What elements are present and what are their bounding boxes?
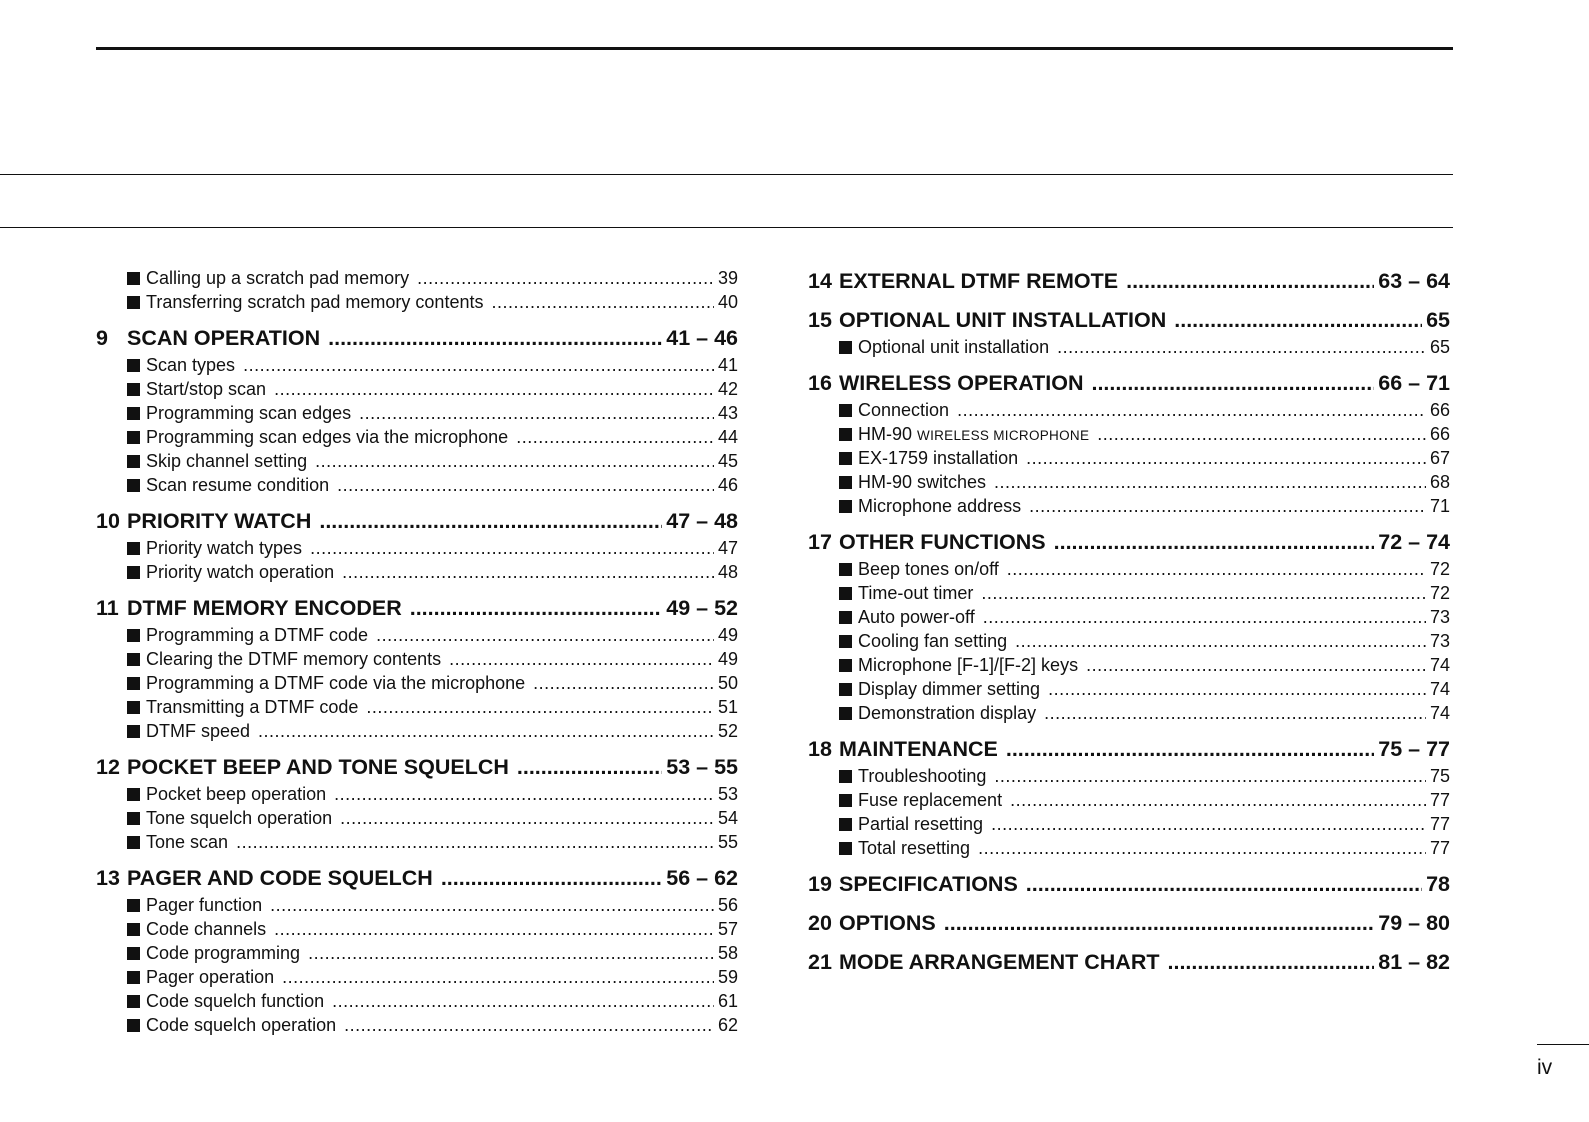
toc-item[interactable]: [96, 806, 738, 830]
square-bullet-icon: [839, 707, 852, 720]
section-number: 19: [808, 872, 832, 896]
toc-item-label: Transferring scratch pad memory contents: [146, 292, 484, 312]
section-pages: 53 – 55: [666, 755, 738, 779]
toc-item-label: Programming scan edges: [146, 403, 352, 423]
toc-item[interactable]: [808, 446, 1450, 470]
square-bullet-icon: [127, 359, 140, 372]
square-bullet-icon: [127, 677, 140, 690]
toc-item-label: DTMF speed: [146, 721, 251, 741]
toc-item[interactable]: [808, 836, 1450, 860]
toc-item-label: HM-90 switches: [858, 472, 987, 492]
section-title: WIRELESS OPERATION: [839, 371, 1084, 395]
square-bullet-icon: [839, 659, 852, 672]
toc-item[interactable]: [96, 266, 738, 290]
header-rule-upper: [0, 174, 1453, 175]
square-bullet-icon: [839, 683, 852, 696]
toc-item[interactable]: [808, 557, 1450, 581]
toc-item-page: 39: [717, 268, 738, 288]
section-number: 17: [808, 530, 832, 554]
section-pages: 56 – 62: [666, 866, 738, 890]
toc-item-label: EX-1759 installation: [858, 448, 1019, 468]
square-bullet-icon: [839, 587, 852, 600]
toc-item[interactable]: [96, 695, 738, 719]
section-pages: 66 – 71: [1378, 371, 1450, 395]
square-bullet-icon: [127, 725, 140, 738]
toc-item-label: Beep tones on/off: [858, 559, 999, 579]
square-bullet-icon: [127, 407, 140, 420]
toc-item-page: 75: [1429, 766, 1450, 786]
section-title: DTMF MEMORY ENCODER: [127, 596, 402, 620]
toc-item-page: 72: [1429, 559, 1450, 579]
section-pages: 75 – 77: [1378, 737, 1450, 761]
toc-item-label: Pager operation: [146, 967, 275, 987]
section-pages: 79 – 80: [1378, 911, 1450, 935]
square-bullet-icon: [127, 947, 140, 960]
square-bullet-icon: [127, 971, 140, 984]
toc-item-page: 45: [717, 451, 738, 471]
toc-item-label: Calling up a scratch pad memory: [146, 268, 410, 288]
toc-item-page: 74: [1429, 679, 1450, 699]
toc-item-label: Scan types: [146, 355, 236, 375]
toc-item[interactable]: [96, 782, 738, 806]
toc-item[interactable]: [808, 653, 1450, 677]
toc-item-label: Cooling fan setting: [858, 631, 1008, 651]
toc-item-page: 51: [717, 697, 738, 717]
section-title: OPTIONS: [839, 911, 936, 935]
toc-item[interactable]: [808, 605, 1450, 629]
toc-section-16[interactable]: [808, 368, 1450, 398]
square-bullet-icon: [839, 611, 852, 624]
toc-item[interactable]: [96, 989, 738, 1013]
toc-item[interactable]: [808, 788, 1450, 812]
toc-item-page: 73: [1429, 631, 1450, 651]
square-bullet-icon: [839, 818, 852, 831]
section-pages: 72 – 74: [1378, 530, 1450, 554]
toc-item-page: 46: [717, 475, 738, 495]
toc-item[interactable]: [96, 647, 738, 671]
toc-item-page: 68: [1429, 472, 1450, 492]
square-bullet-icon: [127, 383, 140, 396]
toc-item[interactable]: [96, 830, 738, 854]
toc-item-page: 50: [717, 673, 738, 693]
toc-item-page: 61: [717, 991, 738, 1011]
toc-item-page: 56: [717, 895, 738, 915]
toc-item[interactable]: [808, 422, 1450, 446]
section-title: OPTIONAL UNIT INSTALLATION: [839, 308, 1167, 332]
section-number: 16: [808, 371, 832, 395]
square-bullet-icon: [839, 563, 852, 576]
square-bullet-icon: [127, 455, 140, 468]
square-bullet-icon: [839, 428, 852, 441]
toc-item[interactable]: [96, 353, 738, 377]
square-bullet-icon: [839, 794, 852, 807]
toc-item-page: 77: [1429, 790, 1450, 810]
section-pages: 47 – 48: [666, 509, 738, 533]
square-bullet-icon: [127, 812, 140, 825]
square-bullet-icon: [839, 500, 852, 513]
toc-item[interactable]: [808, 812, 1450, 836]
section-number: 20: [808, 911, 832, 935]
toc-item-label: Tone scan: [146, 832, 229, 852]
section-title: EXTERNAL DTMF REMOTE: [839, 269, 1119, 293]
square-bullet-icon: [127, 836, 140, 849]
square-bullet-icon: [127, 431, 140, 444]
toc-section-9[interactable]: [96, 323, 738, 353]
section-number: 18: [808, 737, 832, 761]
toc-item-label: Pager function: [146, 895, 263, 915]
section-number: 12: [96, 755, 120, 779]
toc-item-page: 43: [717, 403, 738, 423]
toc-item-page: 74: [1429, 703, 1450, 723]
toc-item-label: Troubleshooting: [858, 766, 987, 786]
toc-item-page: 40: [717, 292, 738, 312]
square-bullet-icon: [127, 701, 140, 714]
square-bullet-icon: [127, 923, 140, 936]
toc-item[interactable]: [96, 290, 738, 314]
toc-item[interactable]: [808, 581, 1450, 605]
square-bullet-icon: [839, 635, 852, 648]
square-bullet-icon: [839, 770, 852, 783]
section-pages: 65: [1426, 308, 1450, 332]
toc-item-page: 77: [1429, 838, 1450, 858]
toc-item-label: Pocket beep operation: [146, 784, 327, 804]
square-bullet-icon: [127, 566, 140, 579]
toc-item-label: Programming a DTMF code: [146, 625, 369, 645]
toc-item[interactable]: [96, 377, 738, 401]
toc-item-label: Time-out timer: [858, 583, 974, 603]
section-number: 13: [96, 866, 120, 890]
toc-item-label: Fuse replacement: [858, 790, 1003, 810]
square-bullet-icon: [127, 629, 140, 642]
section-pages: 81 – 82: [1378, 950, 1450, 974]
section-title: PAGER AND CODE SQUELCH: [127, 866, 433, 890]
toc-item-page: 44: [717, 427, 738, 447]
toc-item-label: Skip channel setting: [146, 451, 308, 471]
toc-item[interactable]: [96, 473, 738, 497]
toc-item-label: Programming scan edges via the microphone: [146, 427, 509, 447]
toc-item-page: 48: [717, 562, 738, 582]
toc-item-page: 71: [1429, 496, 1450, 516]
toc-section-13[interactable]: [96, 863, 738, 893]
toc-item-page: 52: [717, 721, 738, 741]
toc-item-label: Priority watch operation: [146, 562, 335, 582]
toc-item-label: Clearing the DTMF memory contents: [146, 649, 442, 669]
section-title: SCAN OPERATION: [127, 326, 321, 350]
section-number: 9: [96, 326, 108, 350]
toc-item[interactable]: [96, 1013, 738, 1037]
toc-section-14[interactable]: [808, 266, 1450, 296]
toc-right-column: [808, 266, 1450, 977]
square-bullet-icon: [839, 476, 852, 489]
section-number: 21: [808, 950, 832, 974]
toc-item[interactable]: [96, 560, 738, 584]
toc-item[interactable]: [96, 536, 738, 560]
header-rule-lower: [0, 227, 1453, 228]
square-bullet-icon: [127, 653, 140, 666]
toc-item-label: Tone squelch operation: [146, 808, 333, 828]
section-title: POCKET BEEP AND TONE SQUELCH: [127, 755, 509, 779]
toc-item-page: 66: [1429, 400, 1450, 420]
toc-item-page: 67: [1429, 448, 1450, 468]
toc-item[interactable]: [808, 677, 1450, 701]
section-number: 14: [808, 269, 832, 293]
toc-section-12[interactable]: [96, 752, 738, 782]
square-bullet-icon: [839, 404, 852, 417]
toc-item-label: Transmitting a DTMF code: [146, 697, 359, 717]
toc-section-11[interactable]: [96, 593, 738, 623]
toc-item-label: Auto power-off: [858, 607, 975, 627]
toc-item-label: Priority watch types: [146, 538, 303, 558]
section-number: 11: [96, 596, 119, 620]
toc-item-label: Programming a DTMF code via the microphone: [146, 673, 526, 693]
toc-item-page: 59: [717, 967, 738, 987]
toc-item[interactable]: [96, 401, 738, 425]
section-title: MAINTENANCE: [839, 737, 998, 761]
square-bullet-icon: [127, 995, 140, 1008]
square-bullet-icon: [127, 899, 140, 912]
section-number: 15: [808, 308, 832, 332]
toc-item-page: 53: [717, 784, 738, 804]
toc-item-page: 49: [717, 649, 738, 669]
toc-item-label: Total resetting: [858, 838, 971, 858]
section-pages: 41 – 46: [666, 326, 738, 350]
toc-item-page: 62: [717, 1015, 738, 1035]
section-title: SPECIFICATIONS: [839, 872, 1018, 896]
toc-item-label-smallcaps: WIRELESS MICROPHONE: [917, 428, 1090, 443]
square-bullet-icon: [839, 341, 852, 354]
square-bullet-icon: [127, 542, 140, 555]
section-number: 10: [96, 509, 120, 533]
toc-section-17[interactable]: [808, 527, 1450, 557]
toc-section-15[interactable]: [808, 305, 1450, 335]
toc-item[interactable]: [96, 917, 738, 941]
toc-item-label: Partial resetting: [858, 814, 984, 834]
square-bullet-icon: [839, 842, 852, 855]
page-folio: iv: [1537, 1056, 1553, 1079]
square-bullet-icon: [839, 452, 852, 465]
toc-item[interactable]: [96, 449, 738, 473]
toc-item[interactable]: [96, 893, 738, 917]
toc-item-page: 65: [1429, 337, 1450, 357]
toc-item-label: Microphone [F-1]/[F-2] keys: [858, 655, 1079, 675]
toc-left-column: [96, 266, 738, 1037]
toc-item[interactable]: [808, 494, 1450, 518]
section-pages: 63 – 64: [1378, 269, 1450, 293]
toc-item-label: Code squelch operation: [146, 1015, 337, 1035]
toc-section-20[interactable]: [808, 908, 1450, 938]
toc-item-label: HM-90: [858, 424, 913, 444]
toc-item[interactable]: [96, 719, 738, 743]
toc-item-page: 55: [717, 832, 738, 852]
section-pages: 49 – 52: [666, 596, 738, 620]
section-pages: 78: [1426, 872, 1450, 896]
toc-item-label: Start/stop scan: [146, 379, 267, 399]
toc-item[interactable]: [96, 623, 738, 647]
toc-item-label: Code programming: [146, 943, 301, 963]
toc-item-label: Optional unit installation: [858, 337, 1050, 357]
top-rule: [96, 47, 1453, 50]
toc-item[interactable]: [808, 398, 1450, 422]
toc-item[interactable]: [96, 965, 738, 989]
section-title: MODE ARRANGEMENT CHART: [839, 950, 1160, 974]
toc-item-label: Scan resume condition: [146, 475, 330, 495]
toc-section-10[interactable]: [96, 506, 738, 536]
toc-section-18[interactable]: [808, 734, 1450, 764]
toc-item-page: 73: [1429, 607, 1450, 627]
toc-item[interactable]: [96, 941, 738, 965]
toc-item[interactable]: [96, 425, 738, 449]
toc-section-21[interactable]: [808, 947, 1450, 977]
toc-item-page: 54: [717, 808, 738, 828]
square-bullet-icon: [127, 479, 140, 492]
toc-item-page: 58: [717, 943, 738, 963]
toc-item[interactable]: [808, 470, 1450, 494]
toc-item-label: Display dimmer setting: [858, 679, 1041, 699]
toc-item-page: 72: [1429, 583, 1450, 603]
toc-item-page: 77: [1429, 814, 1450, 834]
toc-item-page: 49: [717, 625, 738, 645]
toc-item[interactable]: [808, 629, 1450, 653]
folio-rule: [1537, 1044, 1589, 1045]
square-bullet-icon: [127, 788, 140, 801]
toc-item-page: 47: [717, 538, 738, 558]
toc-item-page: 66: [1429, 424, 1450, 444]
square-bullet-icon: [127, 272, 140, 285]
toc-item-label: Code channels: [146, 919, 267, 939]
toc-item-page: 42: [717, 379, 738, 399]
toc-item[interactable]: [96, 671, 738, 695]
toc-item-label: Demonstration display: [858, 703, 1037, 723]
section-title: PRIORITY WATCH: [127, 509, 312, 533]
toc-section-19[interactable]: [808, 869, 1450, 899]
toc-item-label: Microphone address: [858, 496, 1022, 516]
toc-item-page: 41: [717, 355, 738, 375]
toc-item-page: 57: [717, 919, 738, 939]
toc-item-label: Code squelch function: [146, 991, 325, 1011]
toc-item-label: Connection: [858, 400, 950, 420]
section-title: OTHER FUNCTIONS: [839, 530, 1046, 554]
square-bullet-icon: [127, 296, 140, 309]
toc-item-page: 74: [1429, 655, 1450, 675]
toc-item[interactable]: [808, 701, 1450, 725]
toc-item[interactable]: [808, 335, 1450, 359]
toc-item[interactable]: [808, 764, 1450, 788]
square-bullet-icon: [127, 1019, 140, 1032]
